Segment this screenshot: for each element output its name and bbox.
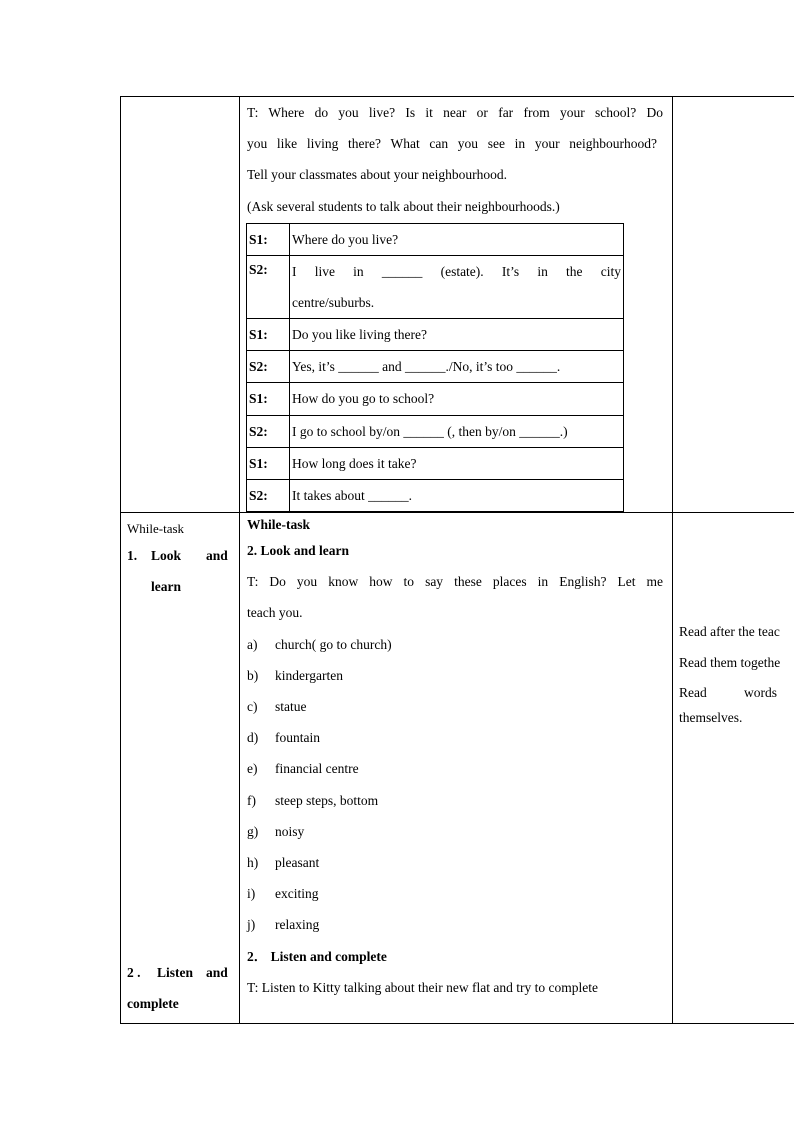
speaker-label: S1: — [247, 448, 290, 480]
table-left-border — [120, 96, 121, 1024]
vocab-item: steep steps, bottom — [275, 793, 379, 808]
dialogue-text: Do you like living there? — [290, 319, 624, 351]
vocab-item: fountain — [275, 730, 320, 745]
step2-word-listen: Listen — [157, 965, 194, 980]
table-row — [247, 416, 624, 448]
vocab-item: exciting — [275, 886, 319, 901]
vocab-letter: a) — [247, 637, 258, 652]
table-row — [247, 256, 624, 319]
vocab-item: relaxing — [275, 917, 320, 932]
stage-label-while-task: While-task — [127, 521, 185, 536]
table-top-border — [120, 96, 794, 97]
speaker-label: S2: — [247, 256, 290, 319]
dialogue-text: Where do you live? — [290, 224, 624, 256]
dialogue-text — [290, 256, 624, 319]
dialogue-text-line: centre/suburbs. — [292, 295, 375, 310]
speaker-label: S1: — [247, 383, 290, 416]
speaker-label: S1: — [247, 224, 290, 256]
speaker-label: S2: — [247, 480, 290, 512]
dialogue-text: I go to school by/on ______ (, then by/on ______.) — [290, 416, 624, 448]
vocab-item: church( go to church) — [275, 637, 392, 652]
vocab-item: financial centre — [275, 761, 359, 776]
right-column-clip — [673, 600, 794, 760]
step1-word-look: Look — [151, 548, 182, 563]
dialogue-table — [246, 223, 624, 512]
teach-line-2: teach you. — [247, 605, 303, 620]
speaker-label: S1: — [247, 319, 290, 351]
vocab-letter: j) — [247, 917, 256, 932]
vocab-letter: e) — [247, 761, 258, 776]
listen-line-1: T: Listen to Kitty talking about their new flat and try to complete — [247, 980, 598, 995]
vocab-item: noisy — [275, 824, 305, 839]
step2-number: 2 . — [127, 965, 141, 980]
dialogue-text-line: I live in ______ (estate). It’s in the city — [292, 264, 621, 279]
vocab-letter: f) — [247, 793, 256, 808]
dialogue-text: Yes, it’s ______ and ______./No, it’s too ______. — [290, 351, 624, 383]
dialogue-text: How do you go to school? — [290, 383, 624, 416]
speaker-label: S2: — [247, 416, 290, 448]
vocab-item: statue — [275, 699, 307, 714]
student-activity-line-2: Read them togethe — [679, 655, 781, 670]
step1-number: 1. — [127, 548, 138, 563]
student-activity-line-3b: words — [744, 685, 777, 700]
look-and-learn-heading: 2. Look and learn — [247, 543, 350, 558]
table-row — [247, 351, 624, 383]
table-row — [247, 480, 624, 512]
listen-and-complete-heading: 2． Listen and complete — [247, 949, 387, 964]
while-task-heading: While-task — [247, 517, 311, 532]
vocab-letter: b) — [247, 668, 259, 683]
vocab-letter: h) — [247, 855, 259, 870]
speaker-label: S2: — [247, 351, 290, 383]
step1-word-learn: learn — [151, 579, 181, 594]
step2-word-complete: complete — [127, 996, 179, 1011]
step1-word-and: and — [206, 548, 228, 563]
table-row-divider — [120, 512, 794, 513]
table-col-divider-1 — [239, 96, 240, 1024]
student-activity-line-3a: Read — [679, 685, 707, 700]
vocab-letter: c) — [247, 699, 258, 714]
intro-line-2: you like living there? What can you see in your neighbourhood? — [247, 136, 657, 151]
vocab-letter: d) — [247, 730, 259, 745]
student-activity-line-4: themselves. — [679, 710, 743, 725]
intro-line-3: Tell your classmates about your neighbourhood. — [247, 167, 508, 182]
intro-line-4: (Ask several students to talk about their neighbourhoods.) — [247, 199, 560, 214]
step2-word-and: and — [206, 965, 228, 980]
vocab-item: pleasant — [275, 855, 320, 870]
vocab-item: kindergarten — [275, 668, 343, 683]
table-row — [247, 319, 624, 351]
student-activity-line-1: Read after the teac — [679, 624, 780, 639]
table-row — [247, 383, 624, 416]
vocab-letter: i) — [247, 886, 256, 901]
teach-line-1: T: Do you know how to say these places in English? Let me — [247, 574, 663, 589]
table-col-divider-2 — [672, 96, 673, 1024]
dialogue-text: How long does it take? — [290, 448, 624, 480]
table-row — [247, 448, 624, 480]
dialogue-text: It takes about ______. — [290, 480, 624, 512]
table-bottom-border — [120, 1023, 794, 1024]
intro-line-1: T: Where do you live? Is it near or far from your school? Do — [247, 105, 663, 120]
vocab-letter: g) — [247, 824, 259, 839]
table-row — [247, 224, 624, 256]
